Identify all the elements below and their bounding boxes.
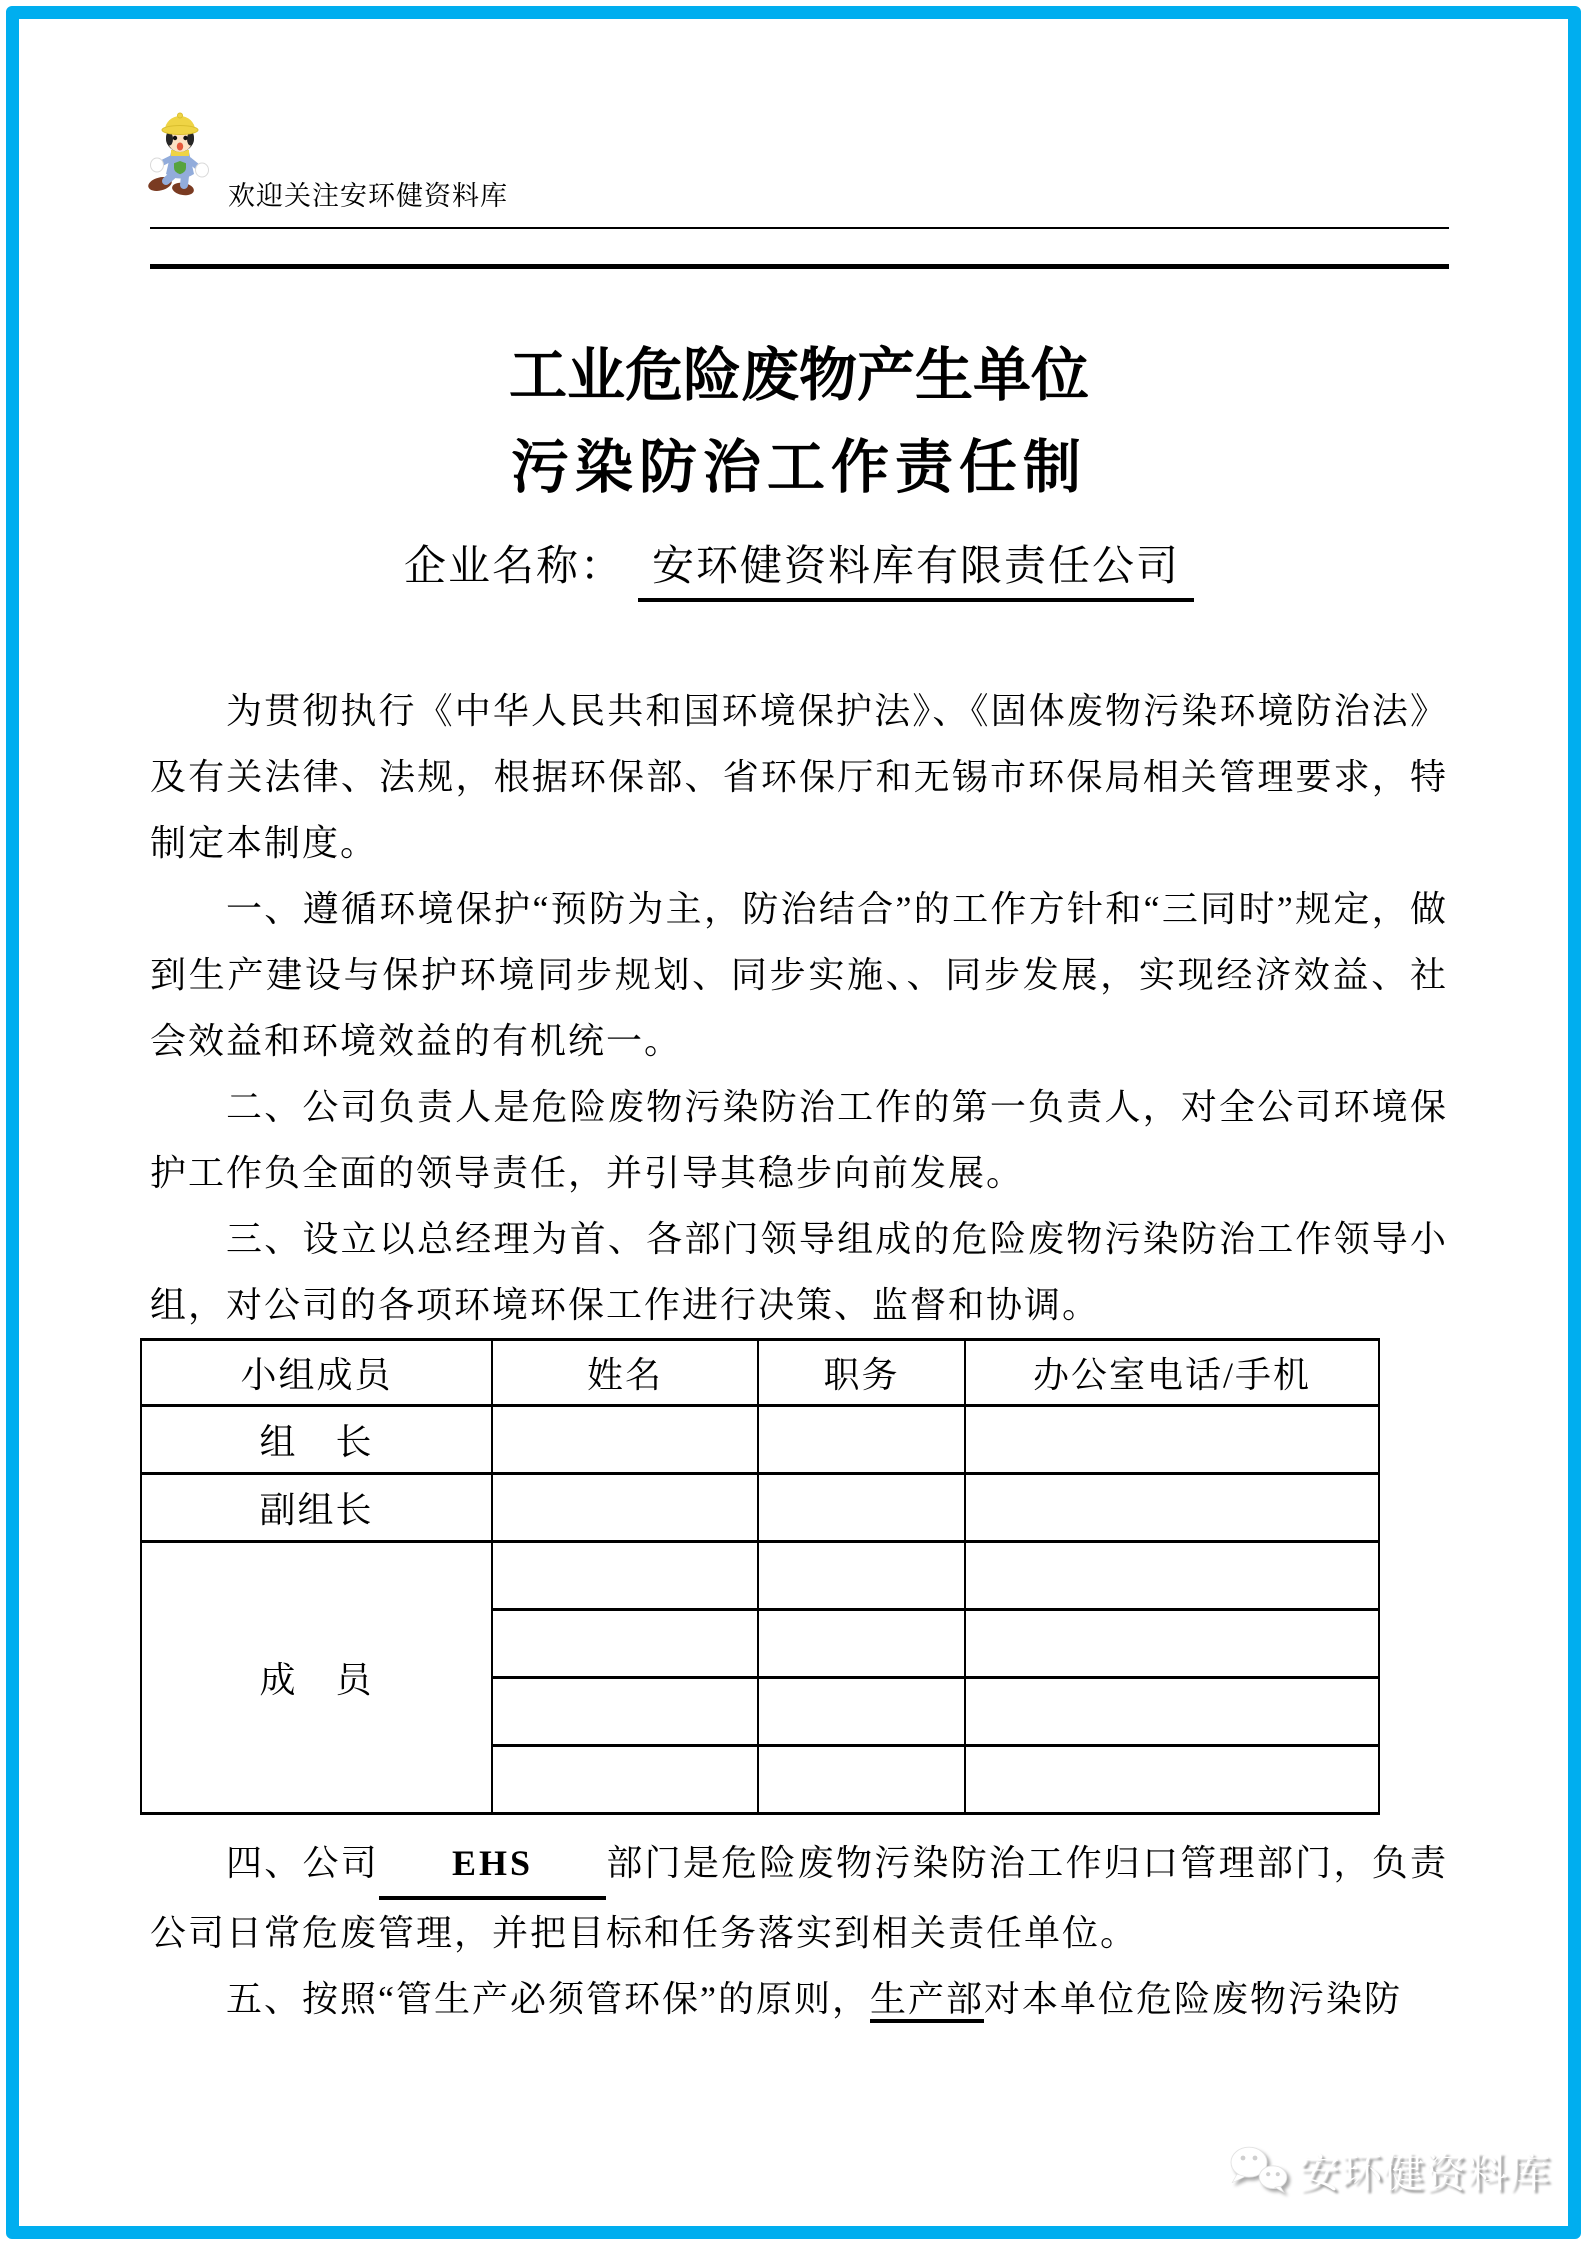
company-name-value: 安环健资料库有限责任公司	[638, 538, 1194, 602]
table-row-leader	[141, 1406, 1379, 1474]
ehs-blank-field: EHS	[379, 1830, 606, 1900]
production-dept-underlined: 生产部	[870, 1979, 984, 2023]
table-cell-empty	[965, 1678, 1379, 1746]
company-name-label: 企业名称：	[403, 544, 624, 590]
wechat-icon	[1225, 2143, 1291, 2197]
table-cell-empty	[758, 1542, 965, 1610]
table-cell-empty	[965, 1610, 1379, 1678]
header-rule-thick	[150, 264, 1449, 269]
header-rule-thin	[150, 227, 1449, 229]
paragraph-intro: 为贯彻执行《中华人民共和国环境保护法》、《固体废物污染环境防治法》及有关法律、法规，根据环保部、省环保厅和无锡市环保局相关管理要求，特制定本制度。	[150, 691, 1448, 863]
table-cell-empty	[758, 1610, 965, 1678]
table-cell-empty	[965, 1474, 1379, 1542]
table-row-deputy	[141, 1474, 1379, 1542]
paragraph-item1: 一、遵循环境保护“预防为主，防治结合”的工作方针和“三同时”规定，做到生产建设与保护环境同步规划、同步实施、、同步发展，实现经济效益、社会效益和环境效益的有机统一。	[150, 889, 1448, 1061]
body-text-block-2	[150, 1830, 1448, 2032]
item4-prefix: 四、公司	[226, 1843, 380, 1883]
table-header-name: 姓名	[492, 1340, 758, 1406]
table-cell-empty	[492, 1542, 758, 1610]
table-cell-empty	[965, 1746, 1379, 1814]
table-cell-empty	[758, 1678, 965, 1746]
table-cell-empty	[965, 1542, 1379, 1610]
table-cell-empty	[758, 1406, 965, 1474]
row-leader-label: 组 长	[141, 1406, 492, 1474]
table-cell-empty	[758, 1474, 965, 1542]
table-cell-empty	[492, 1610, 758, 1678]
table-header-phone: 办公室电话/手机	[965, 1340, 1379, 1406]
header-slogan: 欢迎关注安环健资料库	[228, 181, 508, 211]
table-cell-empty	[758, 1746, 965, 1814]
row-members-label: 成 员	[141, 1542, 492, 1814]
leadership-group-table	[140, 1338, 1380, 1815]
table-header-title: 职务	[758, 1340, 965, 1406]
item5-suffix: 对本单位危险废物污染防	[983, 1979, 1402, 2019]
company-name-line	[150, 538, 1448, 602]
table-row-member-1	[141, 1542, 1379, 1610]
document-title	[150, 330, 1448, 514]
title-line1: 工业危险废物产生单位	[508, 343, 1089, 408]
paragraph-item5	[150, 1966, 1448, 2032]
table-cell-empty	[492, 1474, 758, 1542]
table-cell-empty	[492, 1406, 758, 1474]
table-header-row	[141, 1340, 1379, 1406]
table-cell-empty	[492, 1678, 758, 1746]
item4-suffix: 部门是危险废物污染防治工作归口管理部门，负责公司日常危废管理，并把目标和任务落实到相关责任单位。	[150, 1843, 1448, 1953]
item5-prefix: 五、按照“管生产必须管环保”的原则，	[226, 1979, 870, 2019]
watermark	[1225, 2140, 1551, 2199]
watermark-text: 安环健资料库	[1299, 2150, 1551, 2196]
body-text-block-1	[150, 678, 1448, 1338]
row-deputy-label: 副组长	[141, 1474, 492, 1542]
table-cell-empty	[492, 1746, 758, 1814]
paragraph-item3: 三、设立以总经理为首、各部门领导组成的危险废物污染防治工作领导小组，对公司的各项环境环保工作进行决策、监督和协调。	[150, 1219, 1448, 1325]
table-cell-empty	[965, 1406, 1379, 1474]
safety-worker-mascot-icon	[147, 108, 213, 198]
paragraph-item4	[150, 1830, 1448, 1966]
paragraph-item2: 二、公司负责人是危险废物污染防治工作的第一负责人，对全公司环境保护工作负全面的领导责任，并引导其稳步向前发展。	[150, 1087, 1448, 1193]
table-header-member: 小组成员	[141, 1340, 492, 1406]
title-line2: 污染防治工作责任制	[510, 435, 1087, 500]
